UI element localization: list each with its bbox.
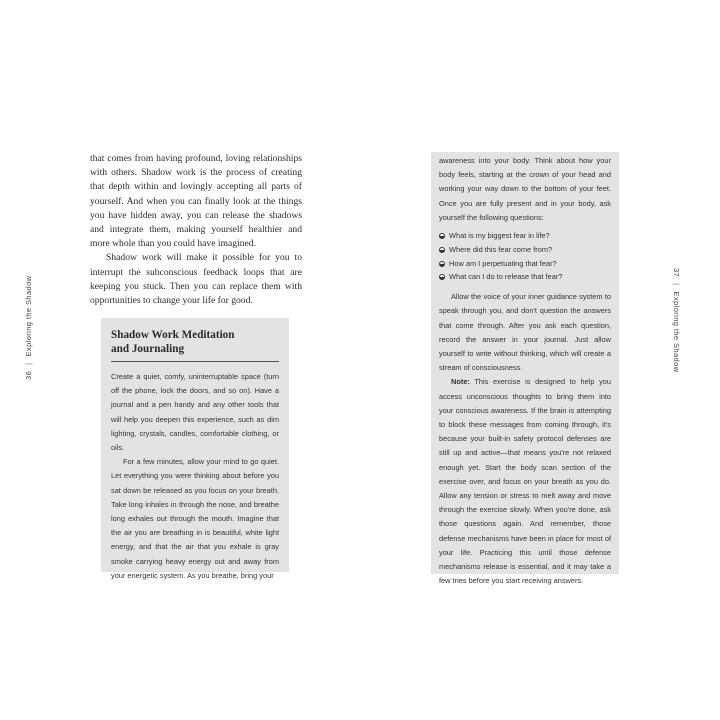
sidebar-title-line: and Journaling [111,343,185,355]
half-circle-bullet-icon [439,247,445,253]
sidebar-title-line: Shadow Work Meditation [111,329,235,341]
running-head-separator: | [24,362,33,365]
list-item [439,243,611,257]
sidebar-intro: awareness into your body. Think about how your body feels, starting at the crown of your head and working your way down to the bottom of your feet. Once you are fully present and in your body, ask yourself the following questions: [439,156,611,222]
note-paragraph [439,375,611,588]
left-running-head [24,276,33,380]
right-running-head-title: Exploring the Shadow [672,291,681,373]
right-page-number: 37 [672,268,681,278]
list-item [439,229,611,243]
left-page-number: 36 [24,370,33,380]
list-item [439,257,611,271]
half-circle-bullet-icon [439,261,445,267]
left-body-text [90,152,302,308]
list-item [439,270,611,284]
half-circle-bullet-icon [439,233,445,239]
sidebar-paragraph: Create a quiet, comfy, uninterruptable space (turn off the phone, lock the doors, and so on). Have a journal and a pen handy and any other tools that will help you deepen this experience, such as dim lighting, crystals, candles, comfortable clothing, or oils. [111,372,279,453]
question-text: How am I perpetuating that fear? [449,258,557,268]
question-list [439,229,611,284]
meditation-sidebar-continued [431,152,619,586]
note-label: Note: [451,377,470,387]
meditation-sidebar-box [101,318,289,580]
question-text: What is my biggest fear in life? [449,231,550,241]
question-text: Where did this fear come from? [449,244,553,254]
body-paragraph: that comes from having profound, loving relationships with others. Shadow work is the process of creating that depth within and lovingly accepting all parts of yourself. And when you can finally look at the things you have hidden away, you can release the shadows and integrate them, making yourself healthier and more whole than you could have imagined. [90,153,302,250]
body-paragraph: Shadow work will make it possible for you to interrupt the subconscious feedback loops that are keeping you stuck. Then you can replace them with opportunities to change your life for good. [90,252,302,307]
note-text: This exercise is designed to help you access unconscious thoughts to bring them into your conscious awareness. If the brain is attempting to block these messages from coming through, it's because your built-in safety protocol defenses are still up and active—that means you're not relaxed enough yet. Start the body scan section of the exercise over, and focus on your breath as you do. Allow any tension or stress to melt away and move through the exercise slowly. When you're done, ask those questions again. And remember, those defense mechanisms have been in place for most of your life. Practicing this until those defense mechanisms release is essential, and it may take a few tries before you start receiving answers. [439,377,611,586]
half-circle-bullet-icon [439,274,445,280]
running-head-separator: | [672,283,681,286]
sidebar-title [111,328,279,362]
sidebar-paragraph: Allow the voice of your inner guidance system to speak through you, and don't question the answers that come through. After you ask each question, record the answer in your journal. Just allow yourself to write without thinking, which will create a stream of consciousness. [439,292,611,373]
sidebar-paragraph: For a few minutes, allow your mind to go quiet. Let everything you were thinking about before you sat down be released as you focus on your breath. Take long inhales in through the nose, and breathe long exhales out through the mouth. Imagine that the air you are breathing in is beautiful, white light energy, and that the air that you exhale is gray smoke carrying heavy energy out and away from your energetic system. As you breathe, bring your [111,457,279,580]
question-text: What can I do to release that fear? [449,272,563,282]
left-running-head-title: Exploring the Shadow [24,275,33,357]
right-running-head [672,268,681,372]
